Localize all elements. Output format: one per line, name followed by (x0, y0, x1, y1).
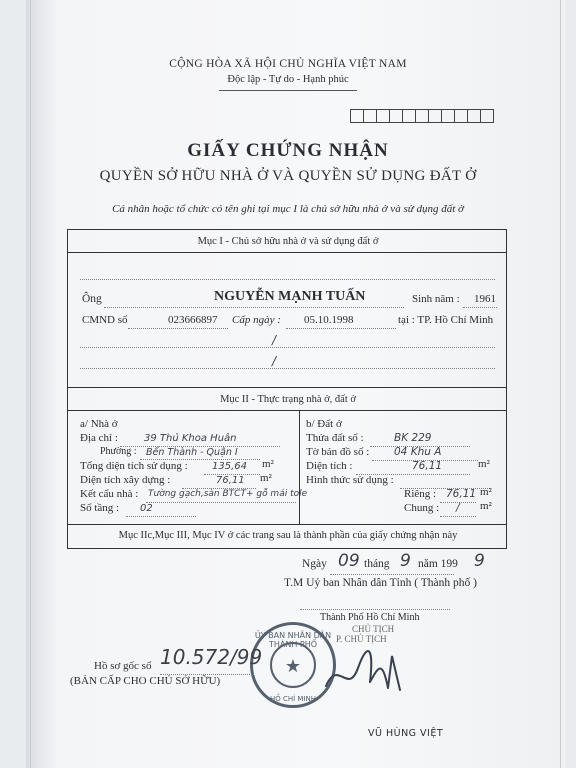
total-area-value: 135,64 (212, 461, 247, 472)
ward-value: Bến Thành - Quận I (146, 447, 238, 458)
id-number: 023666897 (168, 314, 218, 326)
owner-label: Ông (82, 293, 102, 305)
built-area-label: Diện tích xây dựng : (80, 474, 171, 486)
footnote: Mục IIc,Mục III, Mục IV ở các trang sau là thành phần của giấy chứng nhận này (118, 530, 458, 541)
id-dots (128, 328, 228, 329)
ward-label: Phường : (100, 446, 137, 457)
shared-label: Chung : (404, 502, 440, 514)
issue-date: 05.10.1998 (304, 314, 354, 326)
floors-dots (126, 516, 196, 517)
authority: T.M Uỷ ban Nhân dân Tỉnh ( Thành phố ) (284, 577, 477, 589)
date-day: 09 (338, 551, 360, 571)
date-month: 9 (400, 551, 411, 571)
certificate-title: GIẤY CHỨNG NHẬN (187, 140, 389, 161)
plot-label: Thửa đất số : (306, 432, 364, 444)
private-value: 76,11 (446, 488, 477, 500)
structure-value: Tường gạch,sàn BTCT+ gỗ mái tole (148, 489, 308, 499)
structure-label: Kết cấu nhà : (80, 488, 139, 500)
seal-inner-ring (270, 642, 316, 688)
signature (318, 638, 438, 698)
date-prefix: Ngày (302, 558, 327, 570)
issue-dots (286, 328, 396, 329)
record-label: Hồ sơ gốc số (94, 660, 152, 672)
issue-label: Cấp ngày : (232, 314, 281, 326)
country-header: CỘNG HÒA XÃ HỘI CHỦ NGHĨA VIỆT NAM (169, 58, 407, 70)
table-divider (67, 410, 506, 411)
record-number: 10.572/99 (160, 645, 263, 669)
birth-label: Sinh năm : (412, 293, 460, 305)
owner-dots (104, 307, 404, 308)
month-label: tháng (364, 558, 390, 570)
land-area-label: Diện tích : (306, 460, 353, 472)
address-value: 39 Thủ Khoa Huân (144, 433, 237, 444)
land-heading: b/ Đất ở (306, 418, 342, 430)
built-area-value: 76,11 (216, 475, 245, 486)
motto: Độc lập - Tự do - Hạnh phúc (227, 74, 349, 85)
copy-note: (BẢN CẤP CHO CHỦ SỞ HỮU) (70, 675, 221, 687)
plot-value: BK 229 (394, 432, 432, 444)
date-dots (330, 574, 454, 575)
private-unit: m² (480, 486, 492, 498)
date-year-digit: 9 (474, 551, 485, 571)
blank-slash: / (272, 354, 277, 368)
blank-line (80, 368, 495, 369)
blank-slash: / (272, 333, 277, 347)
certificate-subtitle: QUYỀN SỞ HỮU NHÀ Ở VÀ QUYỀN SỬ DỤNG ĐẤT Ở (99, 168, 477, 184)
address-label: Địa chỉ : (80, 432, 118, 444)
year-prefix: năm 199 (418, 558, 458, 570)
serial-number-boxes (350, 109, 493, 123)
blank-line (80, 347, 495, 348)
total-area-unit: m² (262, 458, 274, 470)
total-area-label: Tổng diện tích sử dụng : (80, 460, 188, 472)
id-label: CMND số (82, 314, 128, 326)
section2-heading: Mục II - Thực trạng nhà ở, đất ở (220, 394, 356, 405)
seal-top-text: ỦY BAN NHÂN DÂN THÀNH PHỐ (254, 631, 332, 649)
structure-dots (146, 502, 296, 503)
blank-line (80, 279, 495, 280)
role-vice-chairman: P. CHỦ TỊCH (336, 634, 387, 644)
shared-value: / (456, 502, 460, 514)
table-divider (67, 524, 506, 525)
usage-label: Hình thức sử dụng : (306, 474, 394, 486)
section1-heading: Mục I - Chủ sở hữu nhà ở và sử dụng đất ở (197, 236, 379, 247)
page-fold-line (30, 0, 31, 768)
land-area-unit: m² (478, 458, 490, 470)
intro-text: Cá nhân hoặc tổ chức có tên ghi tại mục I là chủ sở hữu nhà ở và sử dụng đất ở (112, 203, 464, 215)
shared-unit: m² (480, 500, 492, 512)
page-fold-line (560, 0, 561, 768)
role-chairman: CHỦ TỊCH (352, 624, 395, 634)
private-label: Riêng : (404, 488, 437, 500)
signer-name: VŨ HÙNG VIỆT (368, 728, 444, 739)
authority-dots (300, 609, 450, 610)
floors-label: Số tầng : (80, 502, 120, 514)
city: Thành Phố Hồ Chí Minh (320, 612, 420, 623)
motto-underline (219, 90, 357, 91)
birth-year: 1961 (474, 293, 496, 305)
house-heading: a/ Nhà ở (80, 418, 118, 430)
owner-name: NGUYỄN MẠNH TUẤN (214, 289, 366, 304)
map-value: 04 Khu A (394, 446, 442, 458)
floors-value: 02 (140, 503, 153, 514)
table-divider (67, 252, 506, 253)
issue-place: tại : TP. Hồ Chí Minh (398, 314, 494, 326)
table-divider (67, 387, 506, 388)
certificate-table (67, 229, 507, 549)
seal-bottom-text: HỒ CHÍ MINH (269, 695, 317, 703)
map-label: Tờ bản đồ số : (306, 446, 370, 458)
seal-emblem-icon: ★ (284, 656, 302, 676)
shared-dots (440, 516, 476, 517)
birth-dots (463, 307, 497, 308)
table-column-divider (299, 410, 300, 524)
land-area-value: 76,11 (412, 460, 443, 472)
built-area-unit: m² (260, 472, 272, 484)
